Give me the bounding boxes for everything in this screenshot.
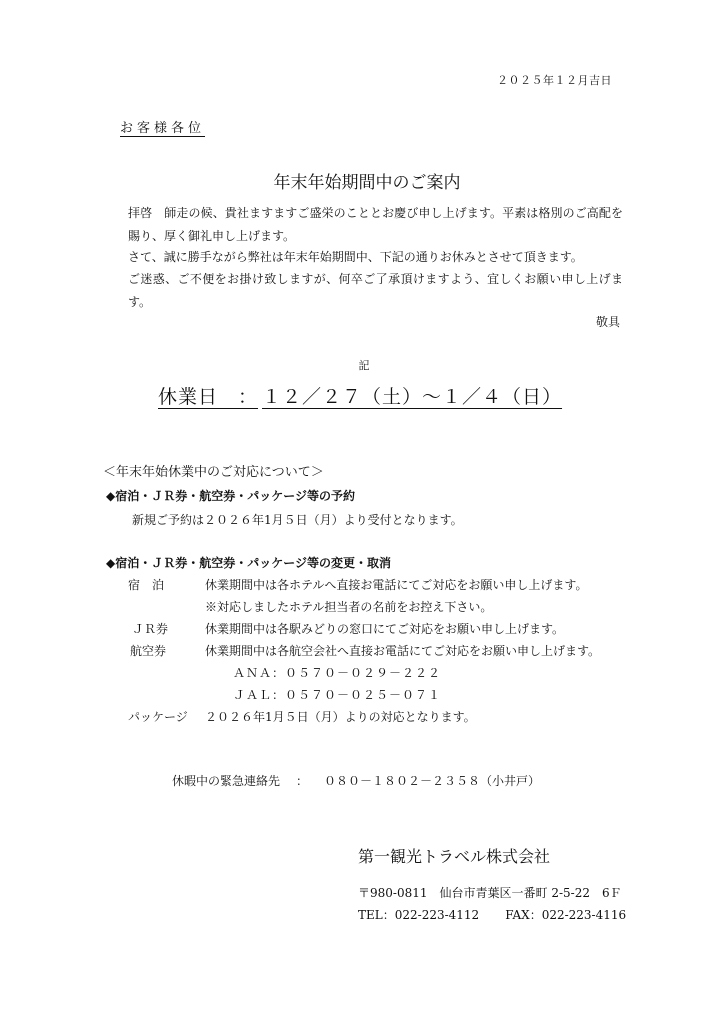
- jr-label: ＪＲ券: [132, 622, 169, 636]
- issue-date: ２０２５年１２月吉日: [497, 74, 612, 87]
- company-name: 第一観光トラベル株式会社: [358, 847, 551, 866]
- jal-number: ＪＡＬ：０５７０－０２５－０７１: [233, 688, 442, 702]
- apology-paragraph: ご迷惑、ご不便をお掛け致しますが、何卒ご了承頂けますよう、宜しくお願い申し上げます。: [128, 272, 623, 309]
- notice-paragraph: さて、誠に勝手ながら弊社は年末年始期間中、下記の通りお休みとさせて頂きます。: [128, 250, 583, 264]
- emergency-label: 休暇中の緊急連絡先: [172, 774, 281, 788]
- reservation-text: 新規ご予約は２０２６年1月５日（月）より受付となります。: [132, 513, 463, 527]
- hotel-label: 宿 泊: [128, 578, 165, 592]
- reservation-heading: ◆宿泊・ＪＲ券・航空券・パッケージ等の予約: [106, 489, 355, 503]
- closing-word: 敬具: [595, 315, 620, 329]
- company-tel: TEL：022-223-4112: [358, 908, 480, 922]
- emergency-contact: [172, 772, 540, 789]
- hotel-text: 休業期間中は各ホテルへ直接お電話にてご対応をお願い申し上げます。: [205, 578, 588, 592]
- closed-period-value: １２／２７（土）～１／４（日）: [262, 386, 563, 408]
- company-address: 〒980-0811 仙台市青葉区一番町 2-5-22 6Ｆ: [358, 886, 622, 900]
- package-label: パッケージ: [128, 710, 188, 724]
- changes-heading: ◆宿泊・ＪＲ券・航空券・パッケージ等の変更・取消: [106, 556, 391, 570]
- response-section-heading: ＜年末年始休業中のご対応について＞: [103, 465, 324, 480]
- document-title: 年末年始期間中のご案内: [273, 173, 461, 193]
- company-contact: [358, 906, 626, 923]
- emergency-number: ０８０－１８０２－２３５８（小井戸）: [324, 774, 541, 788]
- air-label: 航空券: [130, 644, 167, 658]
- air-text: 休業期間中は各航空会社へ直接お電話にてご対応をお願い申し上げます。: [205, 644, 601, 658]
- greeting-paragraph: 拝啓 師走の候、貴社ますますご盛栄のこととお慶び申し上げます。平素は格別のご高配を賜り、厚く御礼申し上げます。: [128, 206, 623, 243]
- company-fax: FAX：022-223-4116: [505, 908, 627, 922]
- closed-period-label: 休業日 ：: [158, 386, 259, 408]
- ki-heading: 記: [358, 359, 370, 372]
- ana-number: ＡＮＡ：０５７０－０２９－２２２: [233, 666, 442, 680]
- hotel-note: ※対応しましたホテル担当者の名前をお控え下さい。: [205, 600, 493, 614]
- emergency-separator: ：: [296, 774, 309, 788]
- jr-text: 休業期間中は各駅みどりの窓口にてご対応をお願い申し上げます。: [205, 622, 565, 636]
- package-text: ２０２６年1月５日（月）よりの対応となります。: [205, 710, 476, 724]
- closed-period: [158, 382, 562, 409]
- addressee: お客様各位: [120, 121, 206, 136]
